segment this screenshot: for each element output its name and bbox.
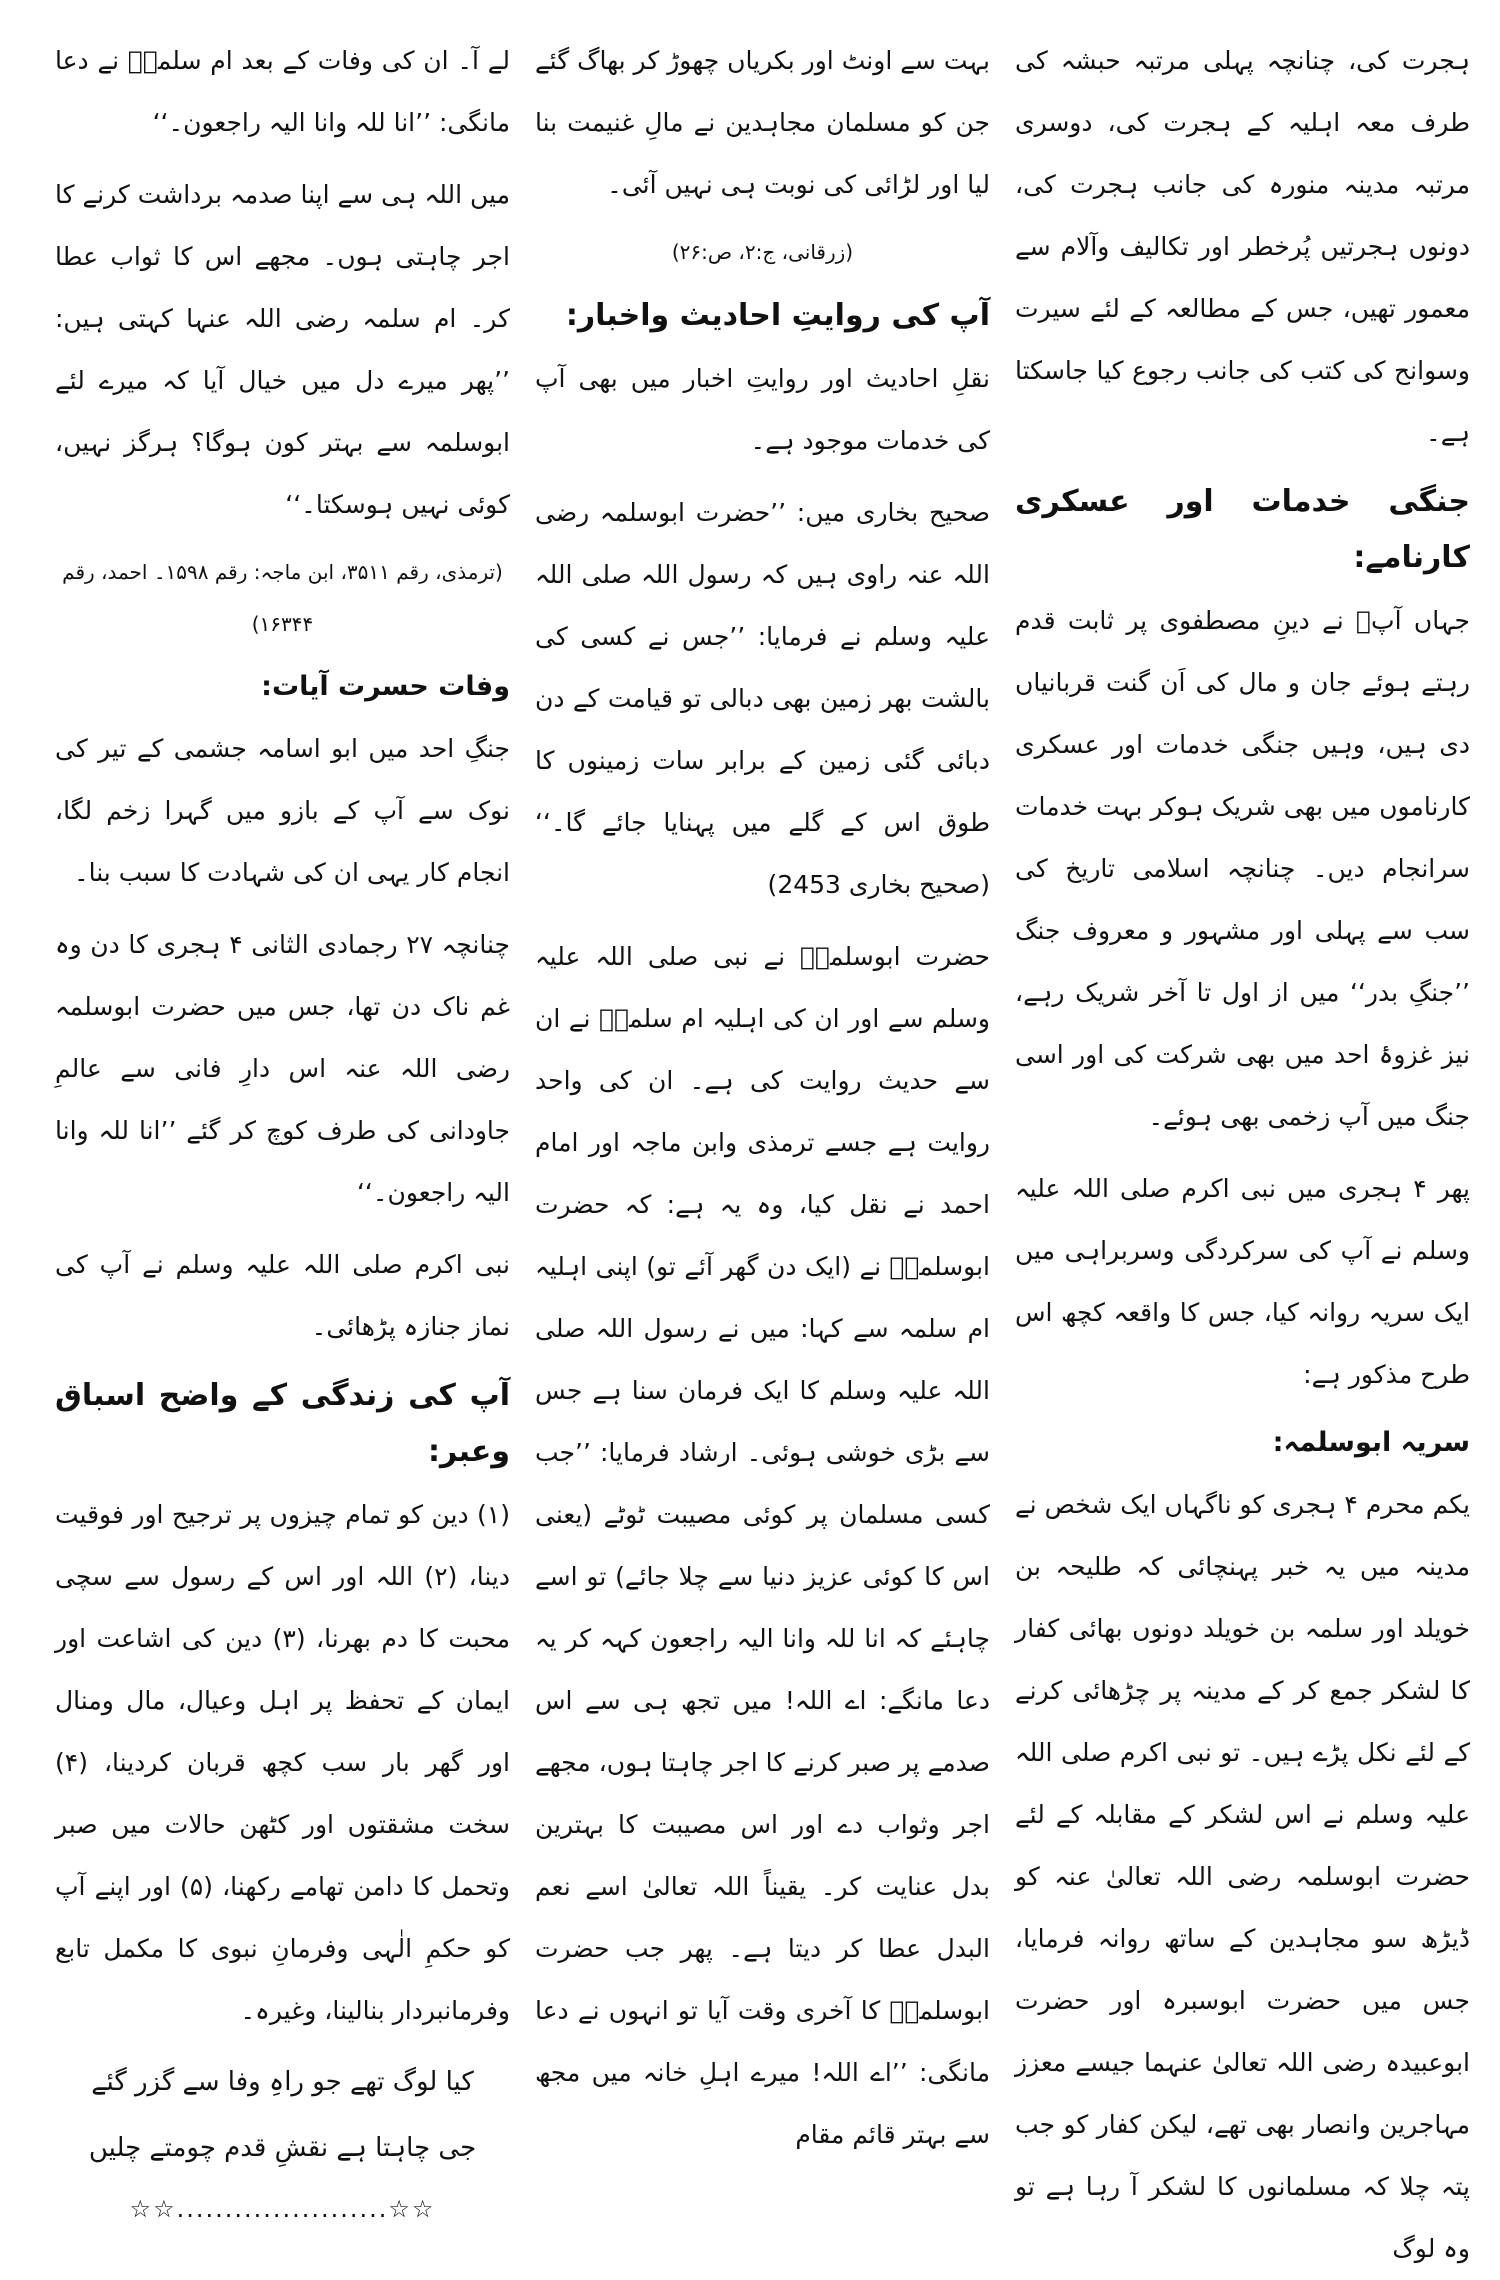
poem-line: جی چاہتا ہے نقشِ قدم چومتے چلیں xyxy=(88,2133,477,2163)
sub-heading: وفات حسرت آیات: xyxy=(261,671,510,702)
paragraph: (۱) دین کو تمام چیزوں پر ترجیح اور فوقیت دینا، (۲) اللہ اور اس کے رسول سے سچی محبت کا دم بھرنا، (۳) دین کی اشاعت اور ایمان کے تحفظ پر اہل وعیال، مال ومنال اور گھر بار سب کچھ قربان کردینا، (۴) سخت مشقتوں اور کٹھن حالات میں صبر وتحمل کا دامن تھامے رکھنا، (۵) اور اپنے آپ کو حکمِ الٰہی وفرمانِ نبوی کا مکمل تابع وفرمانبردار بنالینا، وغیرہ۔ xyxy=(55,1500,510,2025)
paragraph: نبی اکرم صلی اللہ علیہ وسلم نے آپ کی نماز جنازہ پڑھائی۔ xyxy=(55,1250,510,1341)
poem-line: کیا لوگ تھے جو راہِ وفا سے گزر گئے xyxy=(91,2067,474,2097)
column-right xyxy=(1015,30,1470,2263)
column-middle xyxy=(535,30,990,2170)
sub-heading: سریہ ابوسلمہ: xyxy=(1272,1427,1470,1458)
column-left xyxy=(55,30,510,2223)
paragraph: حضرت ابوسلمہؓ نے نبی صلی اللہ علیہ وسلم سے اور ان کی اہلیہ ام سلمہؓ نے ان سے حدیث روایت کی ہے۔ ان کی واحد روایت ہے جسے ترمذی وابن ماجہ اور امام احمد نے نقل کیا، وہ یہ ہے: کہ حضرت ابوسلمہؓ نے (ایک دن گھر آئے تو) اپنی اہلیہ ام سلمہ سے کہا: میں نے رسول اللہ صلی اللہ علیہ وسلم کا ایک فرمان سنا ہے جس سے بڑی خوشی ہوئی۔ ارشاد فرمایا: ’’جب کسی مسلمان پر کوئی مصیبت ٹوٹے (یعنی اس کا کوئی عزیز دنیا سے چلا جائے) تو اسے چاہئے کہ انا للہ وانا الیہ راجعون کہہ کر یہ دعا مانگے: اے اللہ! میں تجھ ہی سے اس صدمے پر صبر کرنے کا اجر چاہتا ہوں، مجھے اجر وثواب دے اور اس مصیبت کا بہترین بدل عنایت کر۔ یقیناً اللہ تعالیٰ اسے نعم البدل عطا کر دیتا ہے۔ پھر جب حضرت ابوسلمہؓ کا آخری وقت آیا تو انہوں نے دعا مانگی: ’’اے اللہ! میرے اہلِ خانہ میں مجھ سے بہتر قائم مقام xyxy=(535,942,990,2149)
paragraph: لے آ۔ ان کی وفات کے بعد ام سلمہؓ نے دعا مانگی: ’’انا للہ وانا الیہ راجعون۔‘‘ xyxy=(55,46,510,137)
reference: (زرقانی، ج:۲، ص:۲۶) xyxy=(671,240,854,264)
paragraph: چنانچہ ۲۷ رجمادی الثانی ۴ ہجری کا دن وہ غم ناک دن تھا، جس میں حضرت ابوسلمہ رضی اللہ عنہ اس دارِ فانی سے عالمِ جاودانی کی طرف کوچ کر گئے ’’انا للہ وانا الیہ راجعون۔‘‘ xyxy=(55,930,510,1207)
paragraph: نقلِ احادیث اور روایتِ اخبار میں بھی آپ کی خدمات موجود ہے۔ xyxy=(535,364,990,455)
paragraph: ہجرت کی، چنانچہ پہلی مرتبہ حبشہ کی طرف معہ اہلیہ کے ہجرت کی، دوسری مرتبہ مدینہ منورہ کی جانب ہجرت کی، دونوں ہجرتیں پُرخطر اور تکالیف وآلام سے معمور تھیں، جس کے مطالعہ کے لئے سیرت وسوانح کی کتب کی جانب رجوع کیا جاسکتا ہے۔ xyxy=(1015,46,1470,447)
paragraph: یکم محرم ۴ ہجری کو ناگہاں ایک شخص نے مدینہ میں یہ خبر پہنچائی کہ طلیحہ بن خویلد اور سلمہ بن خویلد دونوں بھائی کفار کا لشکر جمع کر کے مدینہ پر چڑھائی کرنے کے لئے نکل پڑے ہیں۔ تو نبی اکرم صلی اللہ علیہ وسلم نے اس لشکر کے مقابلہ کے لئے حضرت ابوسلمہ رضی اللہ تعالیٰ عنہ کو ڈیڑھ سو مجاہدین کے ساتھ روانہ فرمایا، جس میں حضرت ابوسبرہ اور حضرت ابوعبیدہ رضی اللہ تعالیٰ عنہما جیسے معزز مہاجرین وانصار بھی تھے، لیکن کفار کو جب پتہ چلا کہ مسلمانوں کا لشکر آ رہا ہے تو وہ لوگ xyxy=(1015,1490,1470,2263)
section-heading: جنگی خدمات اور عسکری کارنامے: xyxy=(1015,484,1470,575)
magazine-page xyxy=(30,30,1470,2263)
paragraph: پھر ۴ ہجری میں نبی اکرم صلی اللہ علیہ وسلم نے آپ کی سرکردگی وسربراہی میں ایک سریہ روانہ کیا، جس کا واقعہ کچھ اس طرح مذکور ہے: xyxy=(1015,1174,1470,1389)
section-heading: آپ کی زندگی کے واضح اسباق وعبر: xyxy=(55,1378,510,1469)
reference: (ترمذی، رقم ۳۵۱۱، ابن ماجہ: رقم ۱۵۹۸۔ احمد، رقم ۱۶۳۴۴) xyxy=(62,560,503,636)
paragraph: میں اللہ ہی سے اپنا صدمہ برداشت کرنے کا اجر چاہتی ہوں۔ مجھے اس کا ثواب عطا کر۔ ام سلمہ رضی اللہ عنہا کہتی ہیں: ’’پھر میرے دل میں خیال آیا کہ میرے لئے ابوسلمہ سے بہتر کون ہوگا؟ ہرگز نہیں، کوئی نہیں ہوسکتا۔‘‘ xyxy=(55,180,510,519)
stars-divider: ☆☆......................☆☆ xyxy=(129,2195,436,2223)
paragraph: صحیح بخاری میں: ’’حضرت ابوسلمہ رضی اللہ عنہ راوی ہیں کہ رسول اللہ صلی اللہ علیہ وسلم نے فرمایا: ’’جس نے کسی کی بالشت بھر زمین بھی دبالی تو قیامت کے دن دبائی گئی زمین کے برابر سات زمینوں کا طوق اس کے گلے میں پہنایا جائے گا۔‘‘ (صحیح بخاری 2453) xyxy=(535,498,990,899)
paragraph: جنگِ احد میں ابو اسامہ جشمی کے تیر کی نوک سے آپ کے بازو میں گہرا زخم لگا، انجام کار یہی ان کی شہادت کا سبب بنا۔ xyxy=(55,734,510,887)
paragraph: جہاں آپؓ نے دینِ مصطفوی پر ثابت قدم رہتے ہوئے جان و مال کی اَن گنت قربانیاں دی ہیں، وہیں جنگی خدمات اور عسکری کارناموں میں بھی شریک ہوکر بہت خدمات سرانجام دیں۔ چنانچہ اسلامی تاریخ کی سب سے پہلی اور مشہور و معروف جنگ ’’جنگِ بدر‘‘ میں از اول تا آخر شریک رہے، نیز غزوۂ احد میں بھی شرکت کی اور اسی جنگ میں آپ زخمی بھی ہوئے۔ xyxy=(1015,606,1470,1131)
paragraph: بہت سے اونٹ اور بکریاں چھوڑ کر بھاگ گئے جن کو مسلمان مجاہدین نے مالِ غنیمت بنا لیا اور لڑائی کی نوبت ہی نہیں آئی۔ xyxy=(535,46,990,199)
section-heading: آپ کی روایتِ احادیث واخبار: xyxy=(565,298,990,333)
